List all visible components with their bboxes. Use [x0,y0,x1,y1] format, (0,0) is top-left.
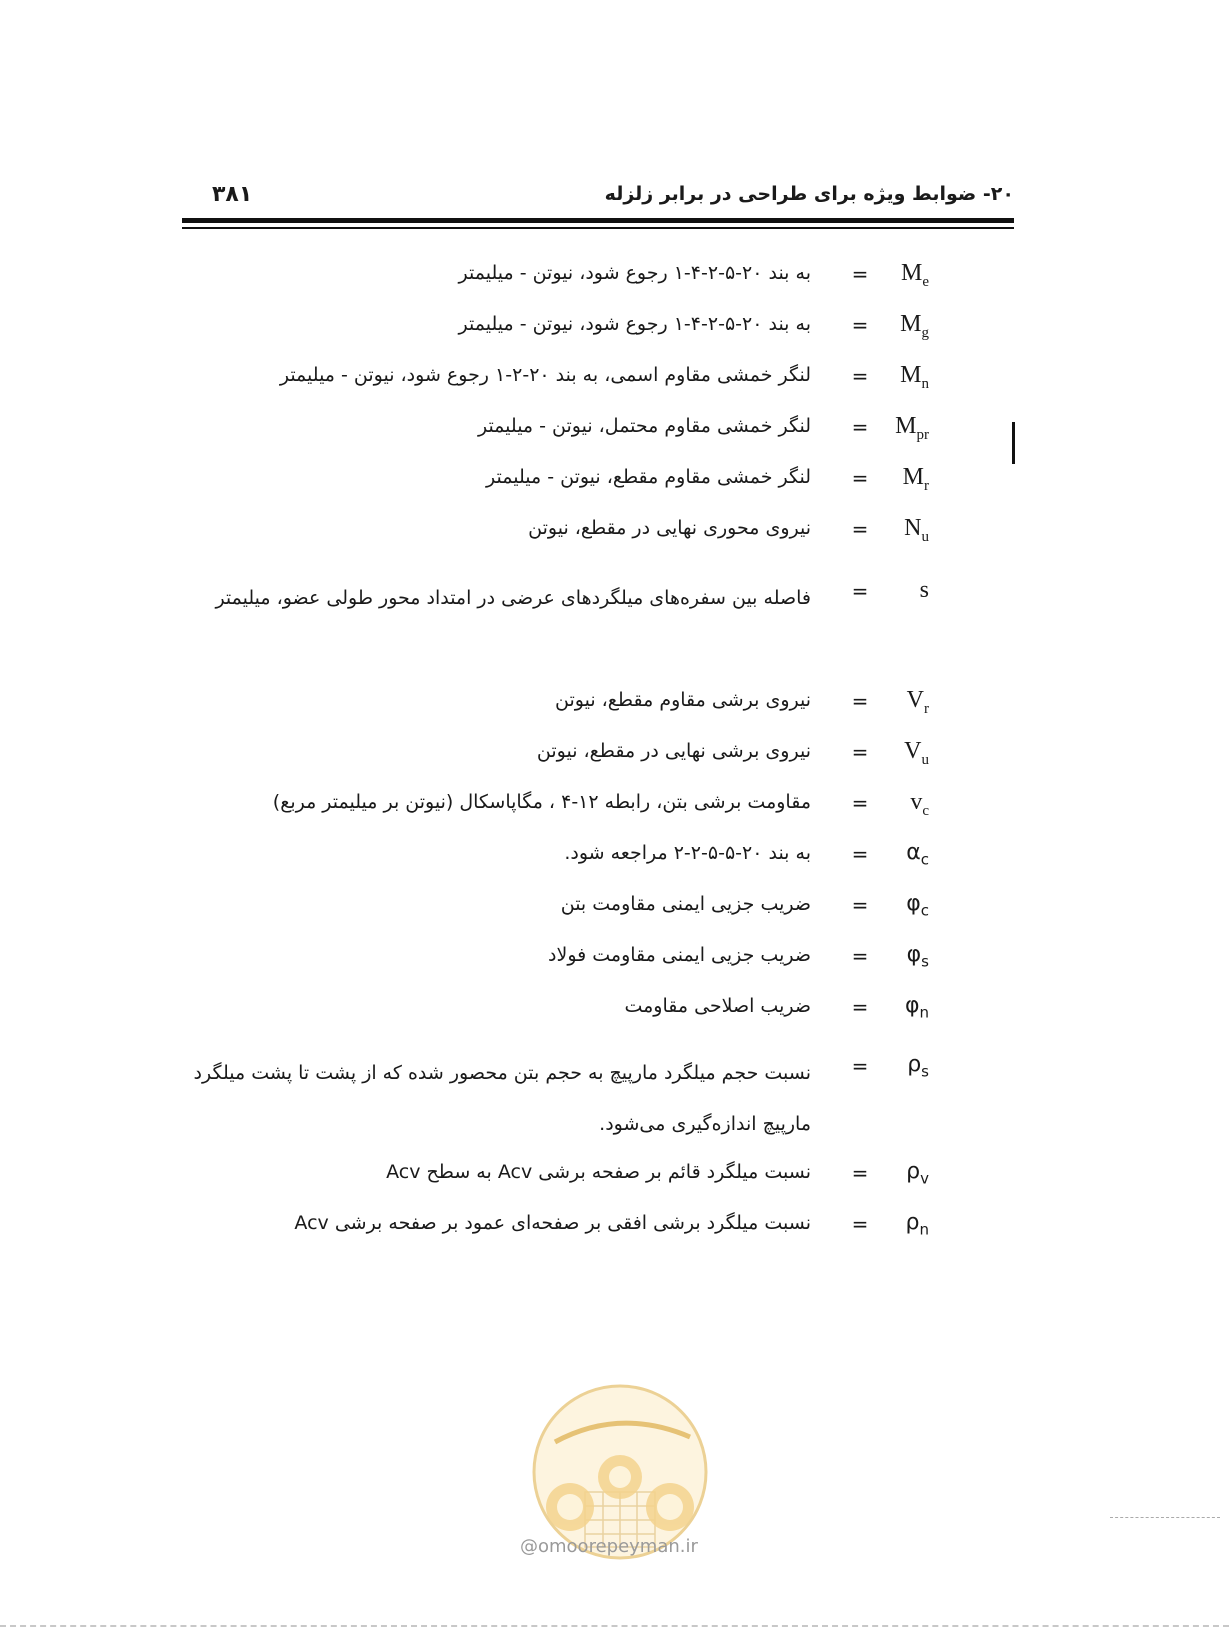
definition-text: لنگر خمشی مقاوم مقطع، نیوتن - میلیمتر [486,466,811,488]
equals-sign: = [851,842,869,866]
definition-row [0,307,1229,347]
definition-text: به بند ۲۰-۵-۲-۴-۱ رجوع شود، نیوتن - میلیمتر [458,262,811,284]
definition-text: نیروی محوری نهایی در مقطع، نیوتن [528,517,811,539]
equals-sign: = [851,1161,869,1185]
equals-sign: = [851,740,869,764]
definition-symbol: $\rho_n$ [905,1210,929,1239]
page-number: ۳۸۱ [212,182,253,207]
watermark-url: @omoorepeyman.ir [520,1536,698,1557]
definition-row [0,409,1229,449]
definition-text: نسبت میلگرد برشی افقی بر صفحه‌ای عمود بر صفحه برشی Acv [294,1212,811,1234]
definition-text: نسبت حجم میلگرد مارپیچ به حجم بتن محصور شده که از پشت تا پشت میلگرد مارپیچ اندازه‌گیری می‌شود. [193,1062,811,1135]
scan-artifact-dashes [1110,1517,1220,1518]
definition-row [0,989,1229,1029]
equals-sign: = [851,262,869,286]
definition-text: فاصله بین سفره‌های میلگردهای عرضی در امتداد محور طولی عضو، میلیمتر [215,587,811,609]
definition-row [0,256,1229,296]
definition-symbol: $\alpha_c$ [906,840,929,869]
definition-symbol: $M_{pr}$ [895,413,929,443]
equals-sign: = [851,1054,869,1078]
definition-symbol: $\varphi_c$ [906,891,929,920]
running-head: ۲۰- ضوابط ویژه برای طراحی در برابر زلزله [604,183,1014,205]
equals-sign: = [851,415,869,439]
definition-symbol: $\rho_v$ [906,1159,929,1188]
definition-row [0,785,1229,825]
definition-symbol: $\varphi_s$ [906,942,929,971]
equals-sign: = [851,517,869,541]
equals-sign: = [851,364,869,388]
definition-text: لنگر خمشی مقاوم اسمی، به بند ۲۰-۲-۱ رجوع شود، نیوتن - میلیمتر [279,364,811,386]
definition-symbol: $M_e$ [900,260,929,290]
definition-row [0,683,1229,723]
equals-sign: = [851,791,869,815]
definition-symbol: $M_g$ [900,311,929,341]
definition-text: نسبت میلگرد قائم بر صفحه برشی Acv به سطح Acv [386,1161,811,1183]
definition-row [0,460,1229,500]
gear-seal-icon [515,1382,725,1562]
definition-text: ضریب جزیی ایمنی مقاومت بتن [560,893,811,915]
equals-sign: = [851,1212,869,1236]
definition-text: به بند ۲۰-۵-۵-۲-۲ مراجعه شود. [564,842,811,864]
equals-sign: = [851,466,869,490]
definition-row [0,836,1229,876]
equals-sign: = [851,995,869,1019]
definition-row [0,1048,1229,1138]
definition-text: به بند ۲۰-۵-۲-۴-۱ رجوع شود، نیوتن - میلیمتر [458,313,811,335]
definition-row [0,511,1229,551]
equals-sign: = [851,689,869,713]
definition-row [0,1155,1229,1195]
definition-symbol: $\rho_s$ [907,1052,929,1081]
definition-row [0,573,1229,663]
definition-text: نیروی برشی نهایی در مقطع، نیوتن [536,740,811,762]
scan-artifact-bottom-dashes [0,1625,1229,1629]
definition-symbol: $M_r$ [902,464,929,494]
definition-row [0,887,1229,927]
definition-text: ضریب جزیی ایمنی مقاومت فولاد [548,944,811,966]
header-rule-thin [182,227,1014,229]
definition-symbol: $N_u$ [904,515,929,545]
definition-symbol: $V_r$ [906,687,929,717]
definition-symbol: $v_c$ [910,789,929,819]
definition-text: ضریب اصلاحی مقاومت [624,995,811,1017]
definition-symbol: $V_u$ [904,738,929,768]
definition-symbol: s [919,577,929,603]
definition-row [0,358,1229,398]
definition-row [0,938,1229,978]
definition-text: مقاومت برشی بتن، رابطه ۱۲-۴ ، مگاپاسکال (نیوتن بر میلیمتر مربع) [272,791,811,813]
definition-symbol: $\varphi_n$ [904,993,929,1022]
definition-symbol: $M_n$ [900,362,929,392]
definition-text: لنگر خمشی مقاوم محتمل، نیوتن - میلیمتر [477,415,811,437]
definition-row [0,1206,1229,1246]
definition-row [0,734,1229,774]
equals-sign: = [851,944,869,968]
equals-sign: = [851,893,869,917]
definition-text: نیروی برشی مقاوم مقطع، نیوتن [555,689,811,711]
equals-sign: = [851,579,869,603]
header-rule-thick [182,218,1014,223]
equals-sign: = [851,313,869,337]
